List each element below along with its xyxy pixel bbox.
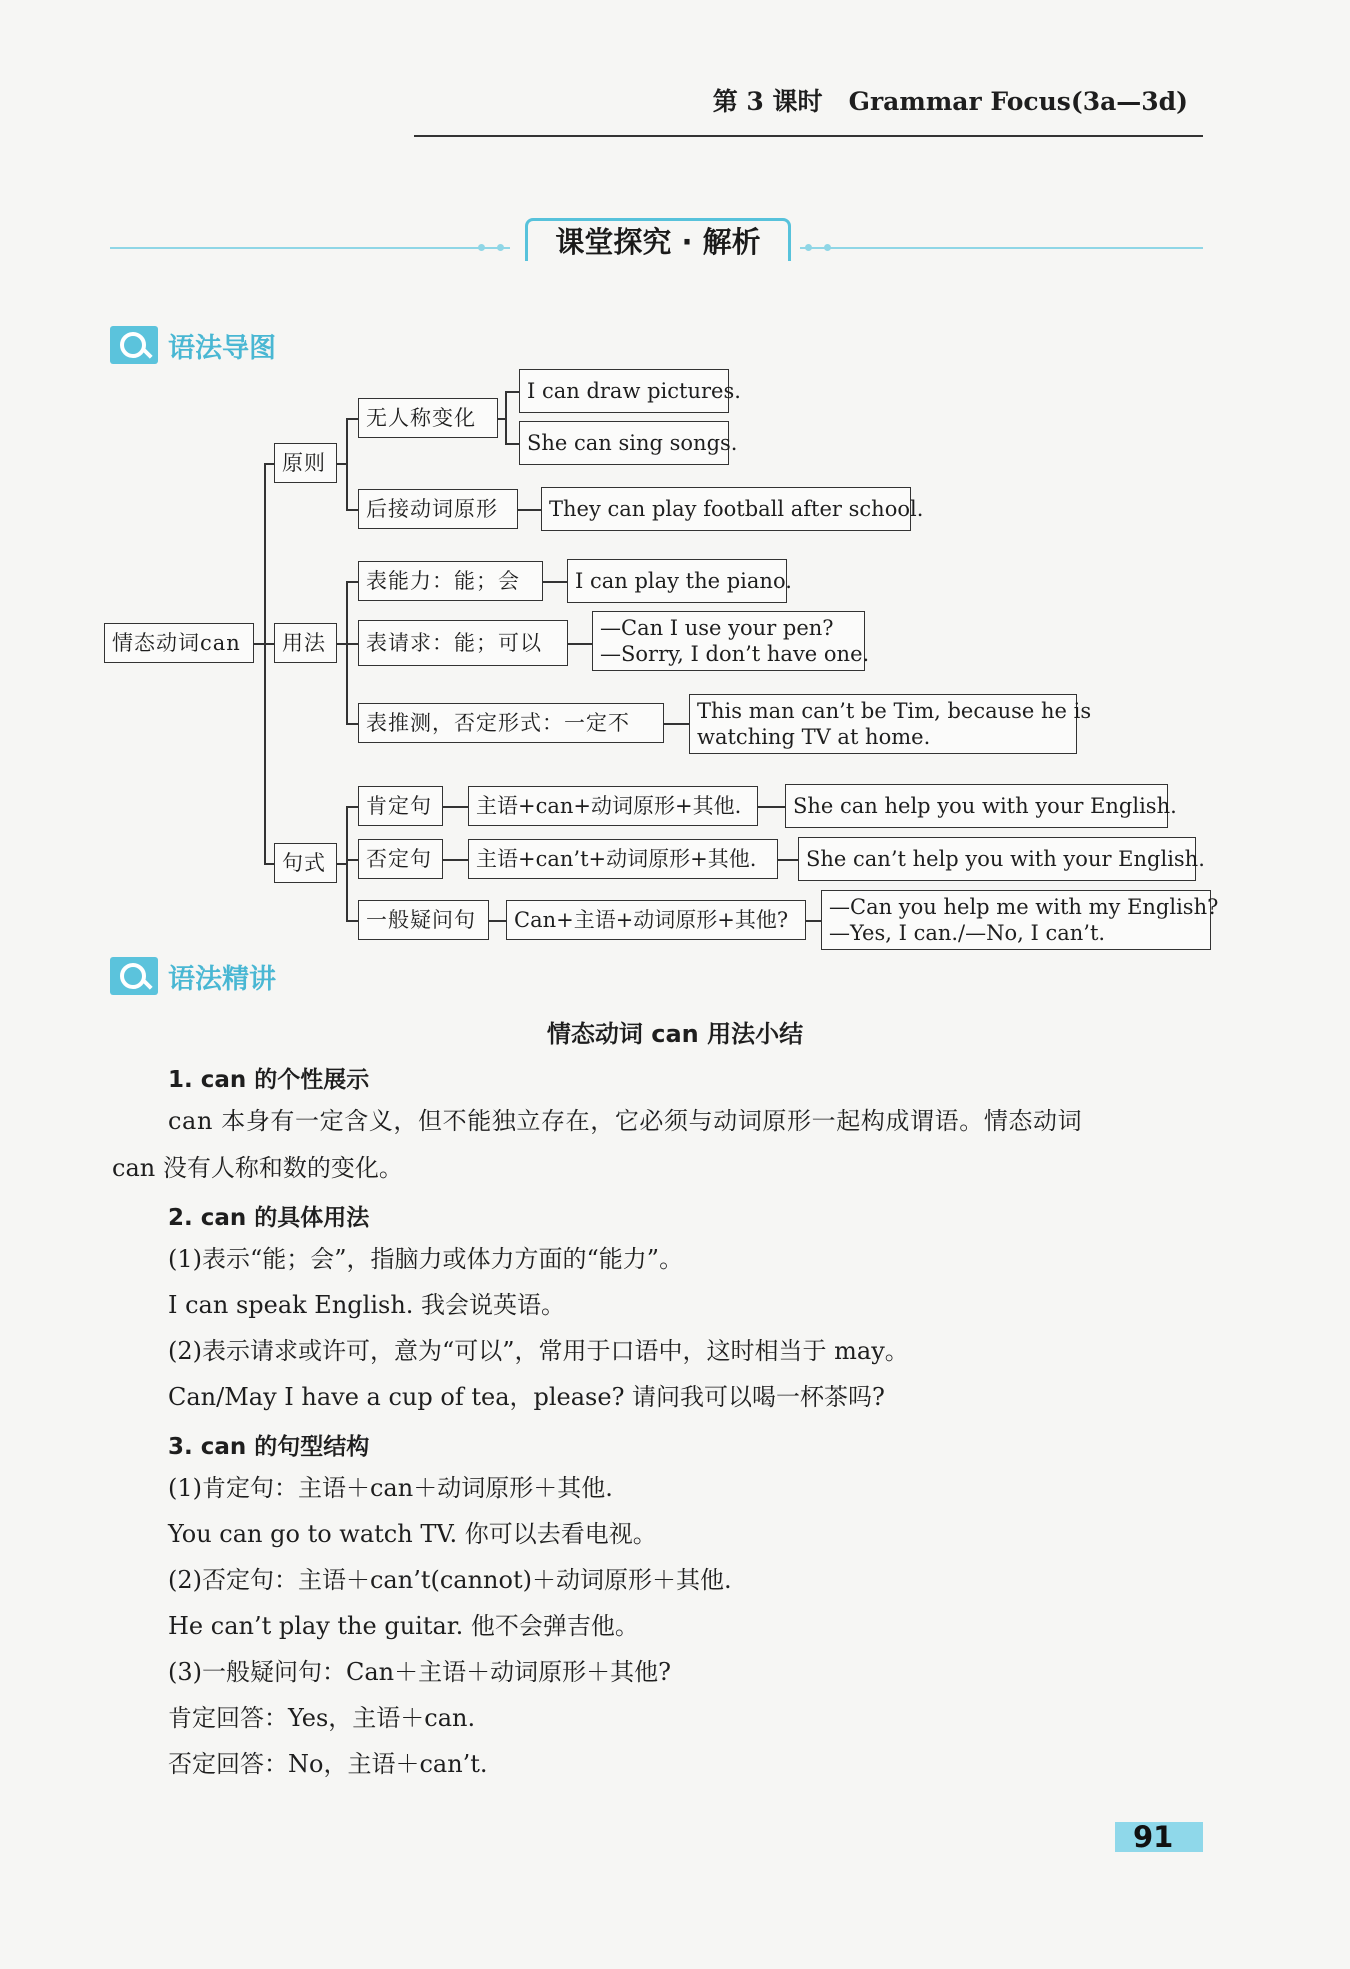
mindmap-example: They can play football after school. [541,487,911,531]
banner-line-left [110,247,510,249]
mindmap-node: 否定句 [358,839,443,879]
summary-line: (1)表示“能；会”，指脑力或体力方面的“能力”。 [168,1245,684,1273]
summary-line: Can/May I have a cup of tea，please? 请问我可以喝一杯茶吗? [168,1383,885,1411]
magnifier-icon [110,326,158,364]
mindmap-formula: 主语+can+动词原形+其他. [468,786,758,826]
summary-heading-1: 1. can 的个性展示 [168,1067,370,1093]
summary-line: He can’t play the guitar. 他不会弹吉他。 [168,1612,639,1640]
banner-line-right [800,247,1203,249]
mindmap-example: —Can I use your pen? —Sorry, I don’t have one. [592,611,865,671]
summary-line: 否定回答：No，主语＋can’t. [168,1750,488,1778]
mindmap-node: 肯定句 [358,786,443,826]
mindmap-node: 表推测，否定形式：一定不 [358,703,664,743]
mindmap-example: This man can’t be Tim, because he is watching TV at home. [689,694,1077,754]
banner-dot [497,244,504,251]
mindmap-example: —Can you help me with my English? —Yes, I can./—No, I can’t. [821,890,1211,950]
mindmap-branch-principle: 原则 [274,443,337,483]
mindmap-node: 无人称变化 [358,398,498,438]
summary-line: I can speak English. 我会说英语。 [168,1291,566,1319]
summary-line: 肯定回答：Yes，主语＋can. [168,1704,476,1732]
mindmap-branch-pattern: 句式 [274,843,337,883]
banner-dot [824,244,831,251]
section-heading-grammar-detail: 语法精讲 [168,964,276,995]
summary-line: (2)否定句：主语＋can’t(cannot)＋动词原形＋其他. [168,1566,732,1594]
section-heading-grammar-map: 语法导图 [168,333,276,364]
summary-paragraph: can 没有人称和数的变化。 [112,1154,403,1182]
header-rule [414,135,1203,137]
mindmap-node: 后接动词原形 [358,489,518,529]
mindmap-branch-usage: 用法 [274,623,337,663]
mindmap-example: She can help you with your English. [785,784,1168,828]
page-number-badge [1115,1822,1203,1852]
mindmap-example: She can sing songs. [519,421,729,465]
mindmap-example: I can play the piano. [567,559,787,603]
summary-line: (2)表示请求或许可，意为“可以”，常用于口语中，这时相当于 may。 [168,1337,909,1365]
summary-heading-3: 3. can 的句型结构 [168,1434,370,1460]
summary-title: 情态动词 can 用法小结 [546,1020,804,1048]
summary-line: (1)肯定句：主语＋can＋动词原形＋其他. [168,1474,613,1502]
magnifier-icon [110,957,158,995]
summary-line: (3)一般疑问句：Can＋主语＋动词原形＋其他? [168,1658,671,1686]
mindmap-example: She can’t help you with your English. [798,837,1196,881]
mindmap-example: I can draw pictures. [519,369,729,413]
page-header [0,82,1188,118]
page-number: 91 [1133,1820,1174,1854]
mindmap-formula: Can+主语+动词原形+其他? [506,900,806,940]
summary-paragraph: can 本身有一定含义，但不能独立存在，它必须与动词原形一起构成谓语。情态动词 [168,1107,1083,1135]
summary-heading-2: 2. can 的具体用法 [168,1205,370,1231]
mindmap-node: 表能力：能；会 [358,561,543,601]
mindmap-formula: 主语+can’t+动词原形+其他. [468,839,778,879]
mindmap-root: 情态动词can [104,623,254,663]
banner-dot [478,244,485,251]
banner-dot [805,244,812,251]
mindmap-node: 表请求：能；可以 [358,620,568,666]
summary-line: You can go to watch TV. 你可以去看电视。 [168,1520,657,1548]
banner-title: 课堂探究 · 解析 [525,218,791,261]
mindmap-node: 一般疑问句 [358,900,489,940]
lesson-label: 第 3 课时 [712,87,823,116]
lesson-title: Grammar Focus(3a—3d) [848,87,1188,116]
